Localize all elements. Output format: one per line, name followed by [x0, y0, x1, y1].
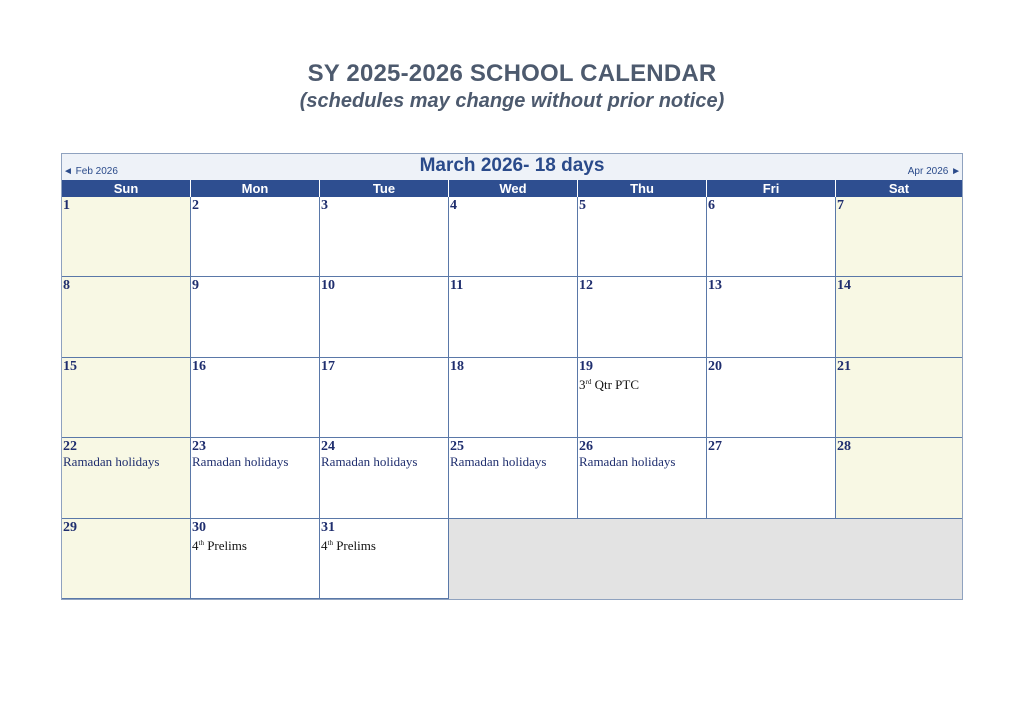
event-text: Ramadan holidays: [63, 454, 160, 470]
calendar: [61, 153, 963, 600]
page-title: SY 2025-2026 SCHOOL CALENDAR: [307, 60, 717, 87]
day-number: 30: [192, 519, 206, 535]
day-cell[interactable]: [449, 438, 578, 518]
day-cell[interactable]: [578, 358, 707, 438]
day-number: 29: [63, 519, 77, 535]
calendar-event: [192, 535, 319, 554]
day-number: 3: [321, 198, 328, 213]
day-number: 19: [579, 358, 593, 374]
event-text: Qtr PTC: [591, 376, 640, 392]
day-number: 8: [63, 278, 70, 294]
day-number: 16: [192, 358, 206, 374]
event-text: 4: [192, 537, 199, 553]
day-number: 4: [450, 198, 457, 213]
day-number: 22: [63, 439, 77, 455]
day-cell[interactable]: [191, 519, 320, 599]
next-month-link[interactable]: Apr 2026 ►: [907, 166, 961, 177]
day-cell[interactable]: [320, 519, 449, 599]
month-title: March 2026- 18 days: [419, 155, 605, 176]
calendar-event: [579, 454, 706, 470]
calendar-event: [63, 454, 190, 470]
weekday-header-row: [62, 180, 962, 197]
event-ordinal-suffix: th: [198, 538, 204, 547]
weekday-wed: Wed: [449, 180, 578, 197]
day-cell[interactable]: [578, 277, 707, 357]
weekday-sat: Sat: [888, 181, 910, 196]
day-cell[interactable]: [449, 197, 578, 277]
day-cell[interactable]: [320, 197, 449, 277]
day-cell[interactable]: [449, 358, 578, 438]
event-text: 3: [579, 376, 586, 392]
event-text: Prelims: [332, 537, 376, 553]
day-cell[interactable]: [449, 277, 578, 357]
day-number: 20: [708, 358, 722, 374]
page-subtitle: (schedules may change without prior notice): [299, 90, 725, 112]
day-number: 6: [708, 198, 715, 213]
day-cell[interactable]: [836, 358, 962, 438]
calendar-event: [450, 454, 577, 470]
day-cell[interactable]: [707, 358, 836, 438]
event-text: Ramadan holidays: [321, 454, 418, 470]
day-number: 26: [579, 439, 593, 455]
day-cell[interactable]: [191, 438, 320, 518]
day-number: 10: [321, 278, 335, 294]
day-cell[interactable]: [62, 358, 191, 438]
weekday-tue: Tue: [320, 180, 449, 197]
event-text: Prelims: [203, 537, 247, 553]
day-number: 12: [579, 278, 593, 294]
day-cell[interactable]: [320, 277, 449, 357]
event-text: Ramadan holidays: [450, 454, 547, 470]
day-cell[interactable]: [62, 438, 191, 518]
weekday-mon: Mon: [191, 180, 320, 197]
day-cell[interactable]: [191, 277, 320, 357]
day-cell[interactable]: [191, 197, 320, 277]
day-number: 23: [192, 439, 206, 455]
day-number: 2: [192, 198, 199, 213]
day-cell[interactable]: [836, 438, 962, 518]
calendar-event: [192, 454, 319, 470]
day-cell[interactable]: [320, 438, 449, 518]
day-cell[interactable]: [578, 197, 707, 277]
day-number: 18: [450, 358, 464, 374]
event-text: 4: [321, 537, 328, 553]
day-cell[interactable]: [320, 358, 449, 438]
weekday-sun: Sun: [62, 180, 191, 197]
day-cell[interactable]: [707, 438, 836, 518]
prev-month-link[interactable]: ◄ Feb 2026: [63, 166, 118, 177]
day-number: 14: [837, 278, 851, 294]
day-number: 28: [837, 439, 851, 455]
day-number: 9: [192, 278, 199, 294]
calendar-event: [579, 374, 706, 393]
day-cell[interactable]: [578, 438, 707, 518]
day-cell[interactable]: [836, 277, 962, 357]
day-number: 21: [837, 358, 851, 374]
day-number: 1: [63, 198, 70, 213]
calendar-event: [321, 454, 448, 470]
day-number: 31: [321, 519, 335, 535]
weekday-thu: Thu: [578, 180, 707, 197]
event-ordinal-suffix: rd: [585, 377, 592, 386]
day-cell[interactable]: [62, 519, 191, 599]
event-text: Ramadan holidays: [579, 454, 676, 470]
calendar-header: [62, 154, 962, 180]
day-number: 15: [63, 358, 77, 374]
day-cell[interactable]: [707, 197, 836, 277]
day-number: 11: [450, 278, 464, 294]
day-number: 27: [708, 439, 722, 455]
calendar-event: [321, 535, 448, 554]
day-number: 7: [837, 198, 844, 213]
calendar-grid: [62, 197, 962, 599]
day-number: 24: [321, 439, 335, 455]
day-cell[interactable]: [62, 277, 191, 357]
event-text: Ramadan holidays: [192, 454, 289, 470]
day-cell[interactable]: [707, 277, 836, 357]
day-number: 17: [321, 358, 335, 374]
day-cell[interactable]: [191, 358, 320, 438]
day-cell[interactable]: [62, 197, 191, 277]
empty-days-block: [449, 519, 962, 599]
day-cell[interactable]: [836, 197, 962, 277]
day-number: 5: [579, 198, 586, 213]
day-number: 13: [708, 278, 722, 294]
event-ordinal-suffix: th: [327, 538, 333, 547]
day-number: 25: [450, 439, 464, 455]
weekday-fri: Fri: [707, 180, 836, 197]
